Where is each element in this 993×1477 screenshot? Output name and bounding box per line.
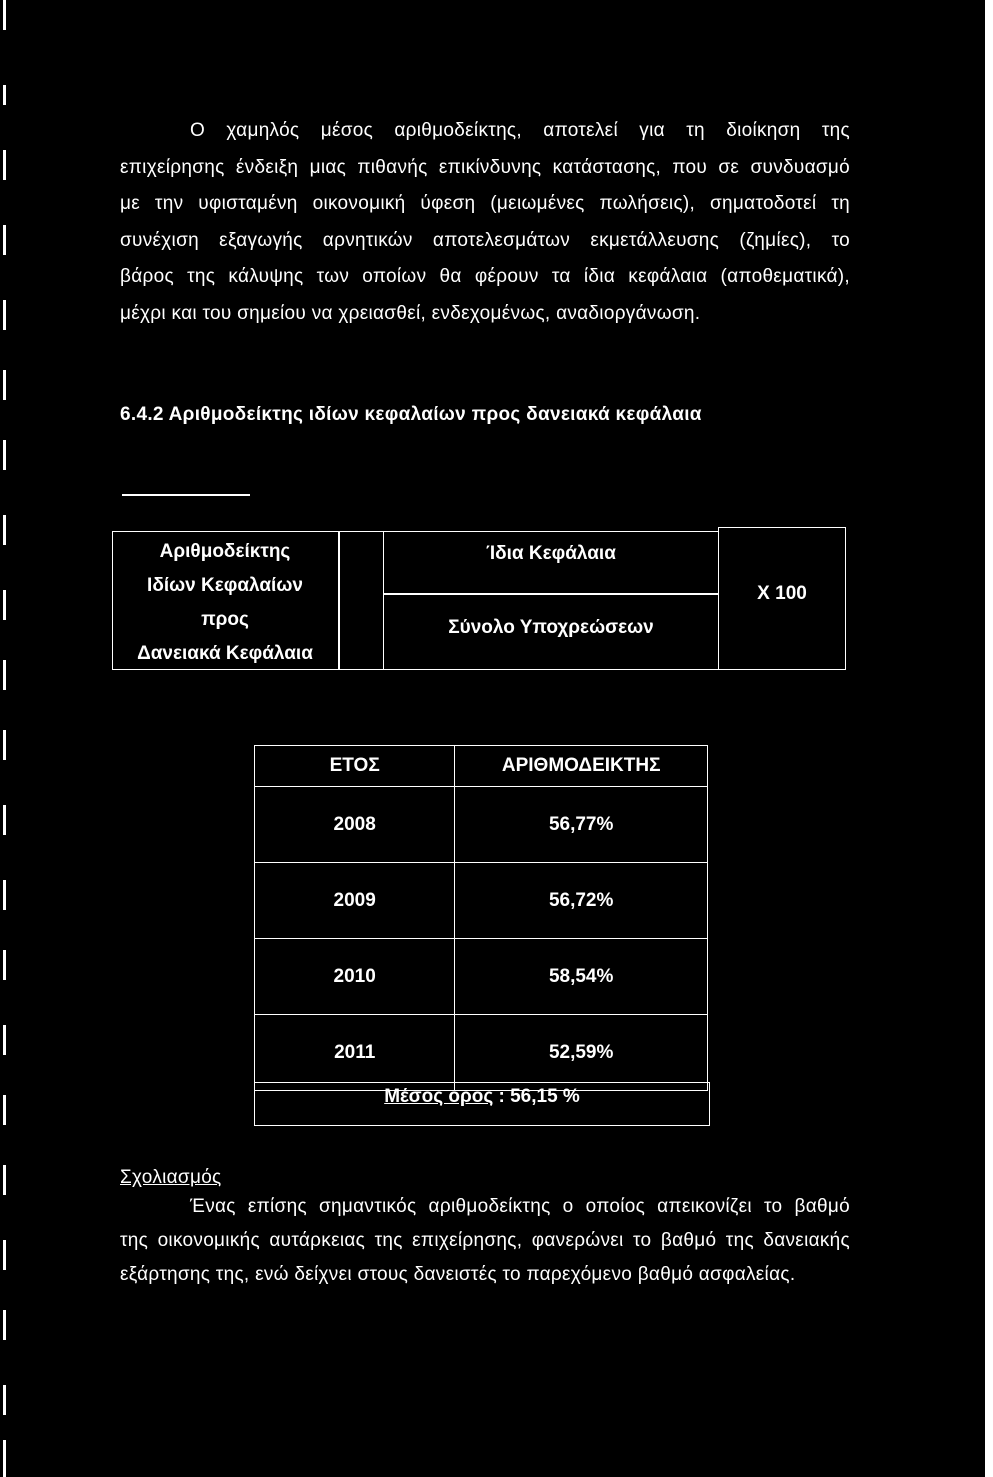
mean-label: Μέσος ορος <box>384 1086 494 1107</box>
scan-edge-mark <box>3 950 6 980</box>
table-row <box>255 863 708 939</box>
header-ratio: ΑΡΙΘΜΟΔΕΙΚΤΗΣ <box>455 746 708 787</box>
mean-row <box>254 1082 710 1126</box>
scan-edge-mark <box>3 225 6 255</box>
scan-edge-mark <box>3 660 6 690</box>
scan-edge-right <box>985 0 993 1477</box>
fraction-denominator: Σύνολο Υποχρεώσεων <box>448 617 654 638</box>
cell-year: 2009 <box>255 863 455 939</box>
formula-label-line: Δανειακά Κεφάλαια <box>137 643 313 664</box>
paragraph-line: συνέχιση εξαγωγής αρνητικών αποτελεσμάτων εκμετάλλευσης (ζημίες), το <box>120 229 850 251</box>
scan-edge-mark <box>3 1165 6 1195</box>
heading-rule <box>122 494 250 496</box>
scan-edge-mark <box>3 150 6 180</box>
formula-label <box>112 531 338 671</box>
paragraph-line: Ο χαμηλός μέσος αριθμοδείκτης, αποτελεί για τη διοίκηση της <box>190 120 850 141</box>
comment-paragraph <box>120 1190 850 1292</box>
table-row <box>255 939 708 1015</box>
header-year: ΕΤΟΣ <box>255 746 455 787</box>
table-row <box>255 787 708 863</box>
scan-edge-mark <box>3 730 6 760</box>
scan-edge-mark <box>3 1240 6 1270</box>
scan-edge-mark <box>3 515 6 545</box>
paragraph-line: επιχείρησης ένδειξη μιας πιθανής επικίνδυνης κατάστασης, που σε συνδυασμό <box>120 156 850 178</box>
formula-box <box>112 527 846 673</box>
paragraph-line: βάρος της κάλυψης των οποίων θα φέρουν τα ίδια κεφάλαια (αποθεματικά), <box>120 266 850 287</box>
scan-edge-mark <box>3 805 6 835</box>
paragraph-line: μέχρι και του σημείου να χρειασθεί, ενδεχομένως, αναδιοργάνωση. <box>120 302 701 324</box>
multiplier: X 100 <box>757 583 807 604</box>
scan-edge-mark <box>3 440 6 470</box>
cell-year: 2011 <box>255 1015 455 1091</box>
mean-value: : 56,15 % <box>493 1086 580 1107</box>
table-row <box>255 1015 708 1091</box>
ratio-table <box>254 745 708 1091</box>
scan-edge-mark <box>3 0 6 30</box>
intro-paragraph <box>120 113 850 332</box>
cell-year: 2010 <box>255 939 455 1015</box>
formula-label-line: Αριθμοδείκτης <box>159 541 291 562</box>
scan-edge-mark <box>3 300 6 330</box>
scan-edge-mark <box>3 1385 6 1415</box>
paragraph-line: της οικονομικής αυτάρκειας της επιχείρησης, φανερώνει το βαθμό της δανειακής <box>120 1230 850 1251</box>
fraction-numerator: Ίδια Κεφάλαια <box>486 543 616 564</box>
cell-ratio: 56,77% <box>455 787 708 863</box>
section-heading: 6.4.2 Αριθμοδείκτης ιδίων κεφαλαίων προς δανειακά κεφάλαια <box>120 404 702 425</box>
formula-label-line: προς <box>201 609 249 630</box>
cell-ratio: 58,54% <box>455 939 708 1015</box>
formula-divider <box>338 531 340 670</box>
formula-label-line: Ιδίων Κεφαλαίων <box>147 575 303 596</box>
table-header-row <box>255 746 708 787</box>
cell-ratio: 56,72% <box>455 863 708 939</box>
cell-year: 2008 <box>255 787 455 863</box>
paragraph-line: εξάρτησης της, ενώ δείχνει στους δανειστές το παρεχόμενο βαθμό ασφαλείας. <box>120 1264 796 1285</box>
scan-edge-mark <box>3 370 6 400</box>
paragraph-line: με την υφισταμένη οικονομική ύφεση (μειωμένες πωλήσεις), σηματοδοτεί τη <box>120 193 850 214</box>
scan-edge-mark <box>3 85 6 105</box>
scan-edge-mark <box>3 1310 6 1340</box>
scan-edge-mark <box>3 1025 6 1055</box>
scan-edge-mark <box>3 1095 6 1125</box>
scan-edge-mark <box>3 590 6 620</box>
comment-heading: Σχολιασμός <box>120 1167 222 1188</box>
scan-edge-mark <box>3 1440 6 1477</box>
scan-edge-mark <box>3 880 6 910</box>
paragraph-line: Ένας επίσης σημαντικός αριθμοδείκτης ο οποίος απεικονίζει το βαθμό <box>190 1196 850 1217</box>
cell-ratio: 52,59% <box>455 1015 708 1091</box>
